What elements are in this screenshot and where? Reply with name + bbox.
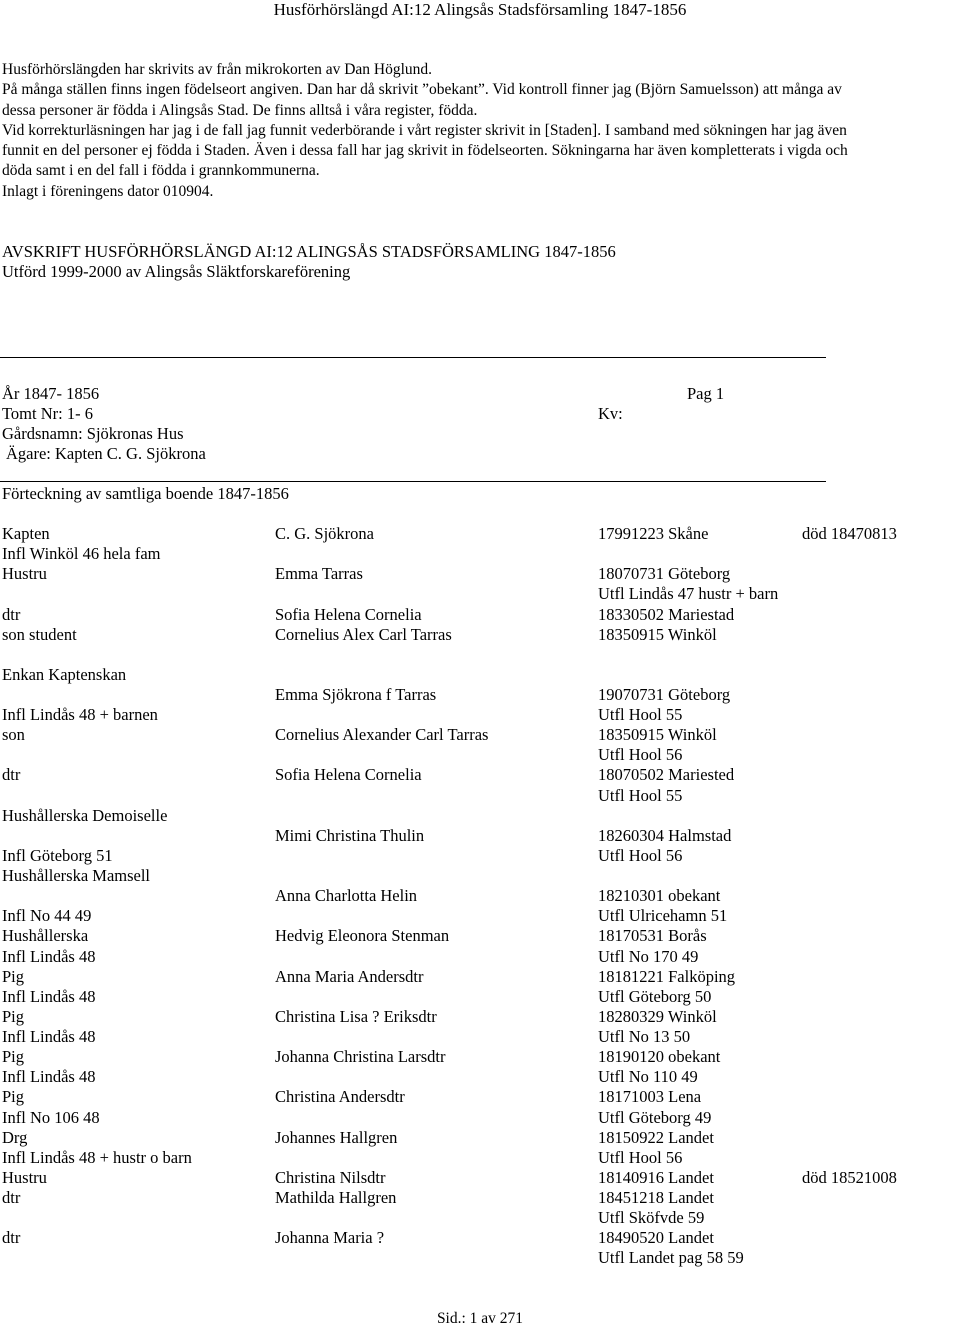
year-range: År 1847- 1856 (2, 384, 100, 403)
cell-c1: Hedvig Eleonora Stenman (275, 926, 450, 946)
table-row (0, 625, 960, 645)
cell-c2: 18330502 Mariestad (598, 604, 735, 624)
cell-c2: Utfl Hool 55 (598, 705, 683, 725)
cell-c1: Christina Nilsdtr (275, 1167, 386, 1187)
table-row (0, 1168, 960, 1188)
cell-c0: Hushållerska Demoiselle (2, 805, 168, 825)
cell-c0: Hustru (2, 1167, 47, 1187)
cell-c1: C. G. Sjökrona (275, 524, 374, 543)
cell-c0: Hustru (2, 564, 47, 584)
cell-c3: död 18470813 (802, 524, 897, 543)
intro-paragraph (2, 60, 958, 202)
table-row (0, 645, 960, 665)
agare: Ägare: Kapten C. G. Sjökrona (6, 444, 206, 463)
gardsnamn: Gårdsnamn: Sjökronas Hus (2, 424, 184, 443)
table-row (0, 786, 960, 806)
cell-c2: 18171003 Lena (598, 1087, 702, 1107)
cell-c0: Pig (2, 1087, 25, 1107)
cell-c2: Utfl Sköfvde 59 (598, 1208, 705, 1228)
table-row (0, 765, 960, 785)
transcript-heading: AVSKRIFT HUSFÖRHÖRSLÄNGD AI:12 ALINGSÅS STADSFÖRSAMLING 1847-1856 (2, 242, 616, 261)
cell-c2: Utfl Hool 56 (598, 845, 683, 865)
cell-c3: död 18521008 (802, 1167, 897, 1187)
table-row (0, 1228, 960, 1248)
kv-label: Kv: (598, 404, 623, 423)
cell-c2: Utfl Hool 56 (598, 745, 683, 765)
table-row (0, 806, 960, 826)
tomt-number: Tomt Nr: 1- 6 (2, 404, 93, 423)
table-row (0, 1148, 960, 1168)
cell-c1: Christina Lisa ? Eriksdtr (275, 1006, 437, 1026)
table-row (0, 524, 960, 544)
cell-c1: Cornelius Alex Carl Tarras (275, 624, 452, 644)
cell-c2: 18350915 Winköl (598, 725, 717, 745)
table-row (0, 564, 960, 584)
table-row (0, 947, 960, 967)
cell-c0: son student (2, 624, 77, 644)
cell-c1: Anna Charlotta Helin (275, 886, 418, 906)
table-row (0, 1248, 960, 1268)
page-footer: Sid.: 1 av 271 (436, 1310, 524, 1327)
cell-c1: Emma Tarras (275, 564, 363, 584)
divider-line (0, 481, 826, 482)
intro-line: Vid korrekturläsningen har jag i de fall jag funnit vederbörande i vårt register skrivit in [Staden]. I samband med sökningen har jag även (2, 121, 847, 139)
table-row (0, 886, 960, 906)
cell-c1: Mimi Christina Thulin (275, 825, 425, 845)
cell-c1: Sofia Helena Cornelia (275, 765, 422, 785)
table-row (0, 926, 960, 946)
table-row (0, 745, 960, 765)
cell-c0: Infl Lindås 48 + barnen (2, 705, 158, 725)
cell-c2: 18451218 Landet (598, 1188, 714, 1207)
cell-c2: Utfl Lindås 47 hustr + barn (598, 584, 779, 604)
cell-c2: 17991223 Skåne (598, 524, 709, 543)
page-header-title: Husförhörslängd AI:12 Alingsås Stadsförsamling 1847-1856 (273, 0, 687, 19)
cell-c0: Hushållerska (2, 926, 89, 946)
table-row (0, 725, 960, 745)
cell-c2: Utfl No 110 49 (598, 1067, 698, 1087)
cell-c0: Hushållerska Mamsell (2, 866, 151, 885)
table-row (0, 1027, 960, 1047)
cell-c2: Utfl Ulricehamn 51 (598, 906, 728, 926)
cell-c1: Emma Sjökrona f Tarras (275, 685, 437, 704)
cell-c0: Infl Lindås 48 (2, 1027, 96, 1046)
cell-c0: Pig (2, 966, 25, 986)
table-row (0, 685, 960, 705)
cell-c1: Johanna Maria ? (275, 1228, 385, 1248)
table-row (0, 1108, 960, 1128)
table-row (0, 1047, 960, 1067)
cell-c0: Pig (2, 1006, 25, 1026)
intro-line: Inlagt i föreningens dator 010904. (2, 182, 214, 200)
table-row (0, 906, 960, 926)
table-row (0, 584, 960, 604)
cell-c0: dtr (2, 1188, 21, 1207)
cell-c2: 18260304 Halmstad (598, 825, 732, 845)
cell-c2: 18190120 obekant (598, 1047, 721, 1067)
page-number: Pag 1 (687, 384, 725, 403)
cell-c2: Utfl Göteborg 49 (598, 1107, 712, 1127)
cell-c0: Kapten (2, 524, 50, 543)
cell-c1: Cornelius Alexander Carl Tarras (275, 725, 489, 745)
cell-c2: Utfl Hool 55 (598, 785, 683, 805)
cell-c0: dtr (2, 1228, 21, 1248)
table-row (0, 1208, 960, 1228)
cell-c2: 18490520 Landet (598, 1228, 714, 1248)
cell-c1: Johannes Hallgren (275, 1127, 398, 1147)
cell-c0: Infl Lindås 48 (2, 986, 96, 1006)
cell-c2: 18150922 Landet (598, 1127, 714, 1147)
transcript-subheading: Utförd 1999-2000 av Alingsås Släktforskareförening (2, 262, 351, 281)
forteckning-heading: Förteckning av samtliga boende 1847-1856 (2, 484, 289, 503)
table-row (0, 1128, 960, 1148)
cell-c2: Utfl No 170 49 (598, 946, 699, 966)
table-row (0, 1007, 960, 1027)
table-row (0, 1067, 960, 1087)
intro-line: funnit en del personer ej födda i Staden. Även i dessa fall har jag skrivit in födelseorten. Sökningarna har även kompletterats i vigda och (2, 142, 848, 160)
intro-line: Husförhörslängden har skrivits av från mikrokorten av Dan Höglund. (2, 61, 433, 78)
table-row (0, 605, 960, 625)
cell-c0: Infl Winköl 46 hela fam (2, 544, 161, 564)
cell-c1: Anna Maria Andersdtr (275, 966, 424, 986)
divider-line (0, 357, 826, 358)
cell-c2: 18070731 Göteborg (598, 564, 731, 584)
table-row (0, 846, 960, 866)
table-row (0, 665, 960, 685)
cell-c2: 18181221 Falköping (598, 966, 736, 986)
cell-c2: 18170531 Borås (598, 926, 707, 946)
cell-c0: Infl No 44 49 (2, 906, 92, 926)
cell-c0: Infl Lindås 48 (2, 946, 96, 966)
cell-c0: son (2, 725, 25, 745)
table-row (0, 967, 960, 987)
table-row (0, 544, 960, 564)
table-row (0, 987, 960, 1007)
table-row (0, 866, 960, 886)
cell-c1: Sofia Helena Cornelia (275, 604, 422, 624)
cell-c2: 18210301 obekant (598, 886, 721, 906)
cell-c2: 19070731 Göteborg (598, 685, 731, 704)
intro-line: På många ställen finns ingen födelseort angiven. Dan har då skrivit ”obekant”. Vid kontroll finner jag (Björn Samuelsson) att många av (2, 81, 842, 99)
cell-c1: Christina Andersdtr (275, 1087, 405, 1107)
cell-c2: 18070502 Mariested (598, 765, 735, 785)
cell-c1: Mathilda Hallgren (275, 1188, 397, 1207)
table-row (0, 705, 960, 725)
transcript-title-block (2, 242, 616, 282)
cell-c0: dtr (2, 604, 21, 624)
cell-c2: Utfl Landet pag 58 59 (598, 1248, 744, 1268)
cell-c0: Infl Lindås 48 + hustr o barn (2, 1147, 192, 1167)
cell-c2: Utfl Hool 56 (598, 1147, 683, 1167)
cell-c2: 18280329 Winköl (598, 1006, 717, 1026)
cell-c2: 18140916 Landet (598, 1167, 714, 1187)
intro-line: dessa personer är födda i Alingsås Stad. De finns alltså i våra register, födda. (2, 101, 478, 119)
cell-c0: Pig (2, 1047, 25, 1067)
table-row (0, 1188, 960, 1208)
cell-c2: Utfl Göteborg 50 (598, 986, 712, 1006)
table-row (0, 1087, 960, 1107)
cell-c2: 18350915 Winköl (598, 624, 717, 644)
cell-c0: Enkan Kaptenskan (2, 664, 127, 684)
cell-c0: Drg (2, 1127, 28, 1147)
cell-c0: dtr (2, 765, 21, 785)
cell-c0: Infl Göteborg 51 (2, 845, 113, 865)
cell-c1: Johanna Christina Larsdtr (275, 1047, 446, 1067)
cell-c2: Utfl No 13 50 (598, 1027, 691, 1046)
cell-c0: Infl No 106 48 (2, 1107, 100, 1127)
cell-c0: Infl Lindås 48 (2, 1067, 96, 1087)
table-row (0, 826, 960, 846)
intro-line: döda samt i en del fall i födda i grannkommunerna. (2, 162, 320, 180)
